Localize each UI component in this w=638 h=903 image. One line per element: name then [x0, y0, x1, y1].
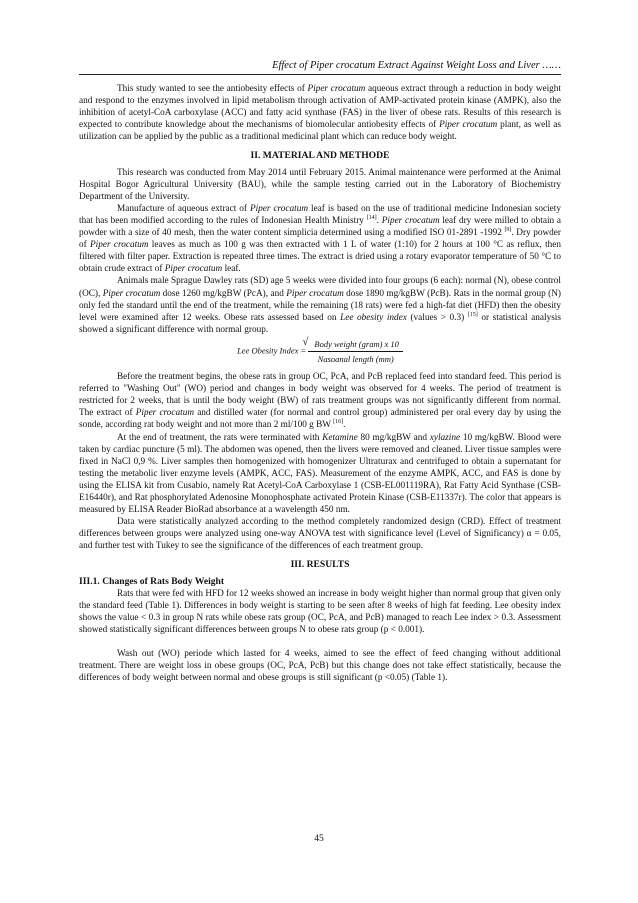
formula-numerator: √ Body weight (gram) x 10 [308, 338, 403, 352]
formula-lhs: Lee Obesity Index = [237, 345, 307, 356]
methods-paragraph-2: Manufacture of aqueous extract of Piper crocatum leaf is based on the use of traditional medicine Indonesian society that has been modified according to the rules of Indonesian Health Ministry [14]. Piper crocatum leaf dry were milled to obtain a powder with a size of 40 mesh, then the water content simplicia determined using a modified ISO 01-2891 -1992 [9]. Dry powder of Piper crocatum leaves as much as 100 g was then extracted with 1 L of water (1:10) for 2 hours at 100 °C as reflux, then filtered with filter paper. Extraction is repeated three times. The extract is dried using a rotary evaporator temperature of 50 °C to obtain crude extract of Piper crocatum leaf. [79, 203, 561, 275]
results-paragraph-1: Rats that were fed with HFD for 12 weeks showed an increase in body weight higher than normal group that given only the standard feed (Table 1). Differences in body weight is starting to be seen after 8 weeks of high fat feeding. Lee obesity index shows the value < 0.3 in group N rats while obese rats group (OC, PcA, and PcB) managed to reach Lee index > 0.3. Assessment showed statistically significant differences between groups N to obese rats group (p < 0.001). [79, 588, 561, 635]
citation-16: [16] [333, 419, 344, 426]
header-rule [79, 74, 561, 75]
section-title-methods: II. MATERIAL AND METHODE [250, 150, 390, 162]
methods-paragraph-4: Before the treatment begins, the obese rats in group OC, PcA, and PcB replaced feed into standard feed. This period is referred to "Washing Out" (WO) period and changes in body weight was observed for 4 weeks. The period of treatment is restricted for 2 weeks, that is until the body weight (BW) of rats treatment groups was not significantly different from normal. The extract of Piper crocatum and distilled water (for normal and control group) administered per oral every day by using the sonde, according rat body weight and not more than 2 ml/100 g BW [16]. [79, 372, 562, 431]
methods-paragraph-6: Data were statistically analyzed according to the method completely randomized design (CRD). Effect of treatment differences between groups were analyzed using one-way ANOVA test with significance level (Level of Significancy) α = 0.05, and further test with Tukey to see the significance of the differences of each treatment group. [79, 517, 561, 552]
citation-14: [14] [366, 214, 377, 221]
intro-paragraph: This study wanted to see the antiobesity effects of Piper crocatum aqueous extract through a reduction in body weight and respond to the enzymes involved in lipid metabolism through activation of AMP-activated protein kinase (AMPK), also the inhibition of acetyl-CoA carboxylase (ACC) and fatty acid synthase (FAS) in the liver of obese rats. Results of this research is expected to contribute knowledge about the mechanisms of biomolecular antiobesity effects of Piper crocatum plant, as well as utilization can be applied by the public as a traditional medicinal plant which can reduce body weight. [79, 84, 561, 143]
subsection-title-body-weight: III.1. Changes of Rats Body Weight [79, 575, 225, 587]
running-head: Effect of Piper crocatum Extract Against Weight Loss and Liver …… [272, 60, 561, 71]
results-paragraph-2: Wash out (WO) periode which lasted for 4 weeks, aimed to see the effect of feed changing without additional treatment. There are weight loss in obese groups (OC, PcA, PcB) but this change does not take effect statistically, because the differences of body weight between normal and obese groups is still significant (p <0.05) (Table 1). [79, 649, 561, 684]
methods-paragraph-3: Animals male Sprague Dawley rats (SD) age 5 weeks were divided into four groups (6 each): normal (N), obese control (OC), Piper crocatum dose 1260 mg/kgBW (PcA), and Piper crocatum dose 1890 mg/kgBW (PcB). Rats in the normal group (N) only fed the standard until the end of the treatment, while the remaining (18 rats) were fed a high-fat diet (HFD) then the obesity level were examined after 12 weeks. Obese rats assessed based on Lee obesity index (values > 0.3) [15] or statistical analysis showed a significant difference with normal group. [79, 276, 561, 335]
formula-denominator: Nasoanal length (mm) [317, 353, 394, 364]
methods-paragraph-1: This research was conducted from May 2014 until February 2015. Animal maintenance were performed at the Animal Hospital Bogor Agricultural University (BAU), while the sample testing carried out in the Laboratory of Biochemistry Department of the University. [79, 167, 561, 202]
page-number: 45 [314, 834, 324, 844]
citation-15: [15] [467, 311, 478, 318]
methods-paragraph-5: At the end of treatment, the rats were terminated with Ketamine 80 mg/kgBW and xylazine 10 mg/kgBW. Blood were taken by cardiac puncture (5 ml). The abdomen was opened, then the livers were removed and cleaned. Liver tissue samples were fixed in NaCl 0,9 %. Liver samples then homogenized with homogenizer Ultraturax and centrifuged to obtain a supernatant for testing the metabolic liver enzyme levels (AMPK, ACC, FAS). Measurement of the enzyme AMPK, ACC, and FAS is done by using the ELISA kit from Cusabio, namely Rat Acetyl-CoA Carboxylase 1 (CSB-EL001119RA), Rat Fatty Acid Synthase (CSB-E16440r), and Rat phosphorylated Adenosine Monophosphate activated Protein Kinase (CSB-E11337r). The color that appears is measured by ELISA Reader BioRad absorbance at a wavelength 450 nm. [79, 432, 561, 516]
formula-fraction [308, 338, 403, 365]
page-body [79, 83, 561, 684]
section-title-results: III. RESULTS [290, 559, 350, 571]
lee-index-formula [79, 338, 561, 365]
citation-9: [9] [504, 226, 512, 233]
